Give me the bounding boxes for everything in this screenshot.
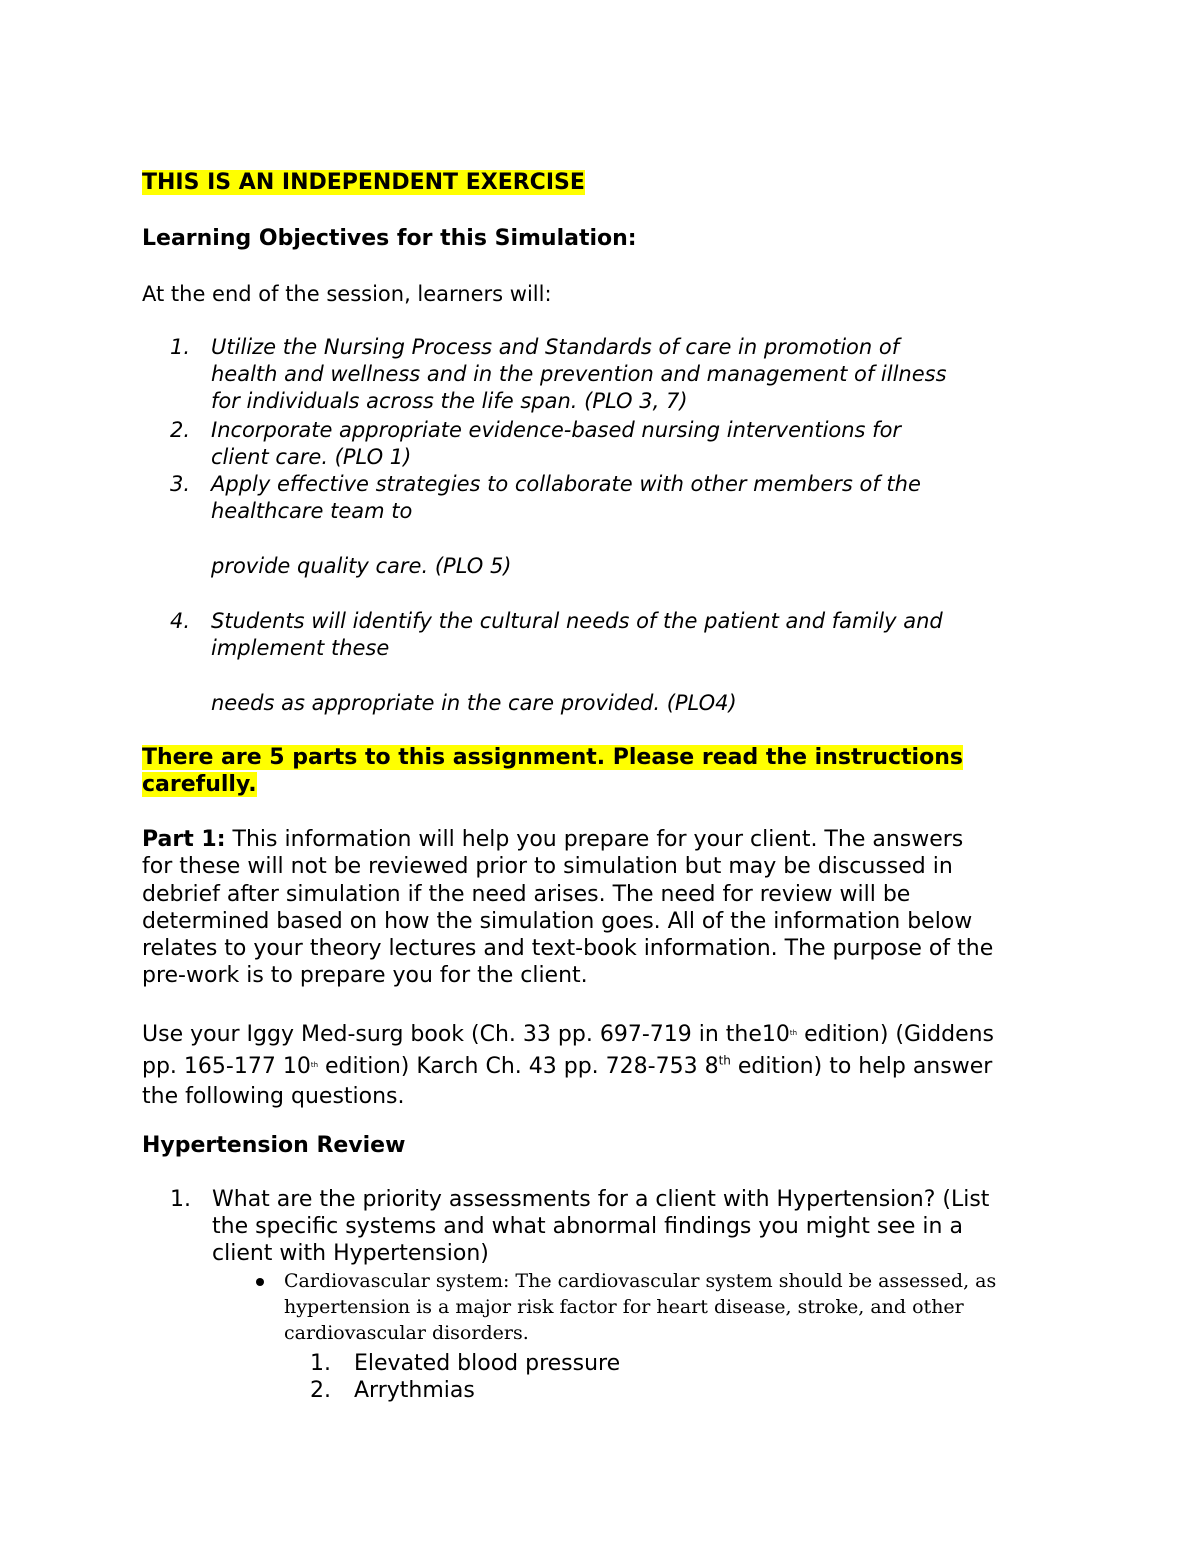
objective-item: Apply effective strategies to collaborate with other members of the healthcare team to provide quality care. (PLO 5)	[211, 472, 921, 578]
objectives-title	[142, 225, 1062, 252]
finding-item: Elevated blood pressure	[354, 1351, 621, 1376]
part1-paragraph: Part 1: This information will help you prepare for your client. The answers for these will not be reviewed prior to simulation but may be discussed in debrief after simulation if the need arises. The need for review will be determined based on how the simulation goes. All of the information below relates to your theory lectures and text-book information. The purpose of the pre-work is to prepare you for the client.	[142, 827, 994, 989]
finding-number: 2.	[310, 1378, 331, 1403]
question-text: What are the priority assessments for a client with Hypertension? (List the specific systems and what abnormal findings you might see in a client with Hypertension)	[212, 1187, 990, 1266]
finding-number: 1.	[310, 1351, 331, 1376]
exercise-heading-text: THIS IS AN INDEPENDENT EXERCISE	[142, 170, 585, 195]
objective-number: 1.	[170, 335, 191, 359]
references-paragraph: Use your Iggy Med-surg book (Ch. 33 pp. 697-719 in the10th edition) (Giddens pp. 165-177 10th edition) Karch Ch. 43 pp. 728-753 8th edition) to help answer the following questions.	[142, 1022, 995, 1109]
objective-number: 3.	[170, 472, 191, 496]
exercise-heading	[142, 169, 1062, 196]
answer-text: Cardiovascular system: The cardiovascular system should be assessed, as hypertension is a major risk factor for heart disease, stroke, and other cardiovascular disorders.	[284, 1270, 997, 1344]
objectives-title-text: Learning Objectives for this Simulation:	[142, 226, 637, 251]
objective-item: Utilize the Nursing Process and Standards of care in promotion of health and wellness and in the prevention and management of illness for individuals across the life span. (PLO 3, 7)	[211, 335, 947, 413]
part1-label: Part 1:	[142, 827, 226, 852]
section-title	[142, 1132, 1062, 1159]
parts-notice	[142, 744, 1062, 798]
objectives-intro	[142, 281, 1062, 308]
objective-number: 4.	[170, 609, 191, 633]
objective-item: Students will identify the cultural needs of the patient and family and implement these needs as appropriate in the care provided. (PLO4)	[211, 609, 943, 715]
question-number: 1.	[170, 1187, 191, 1212]
parts-notice-line: carefully.	[142, 772, 257, 797]
section-title-text: Hypertension Review	[142, 1133, 406, 1158]
finding-item: Arrythmias	[354, 1378, 475, 1403]
objective-item: Incorporate appropriate evidence-based nursing interventions for client care. (PLO 1)	[211, 418, 902, 469]
objective-number: 2.	[170, 418, 191, 442]
bullet-icon	[256, 1278, 264, 1286]
objectives-intro-text: At the end of the session, learners will:	[142, 282, 552, 306]
parts-notice-line: There are 5 parts to this assignment. Please read the instructions	[142, 745, 963, 770]
